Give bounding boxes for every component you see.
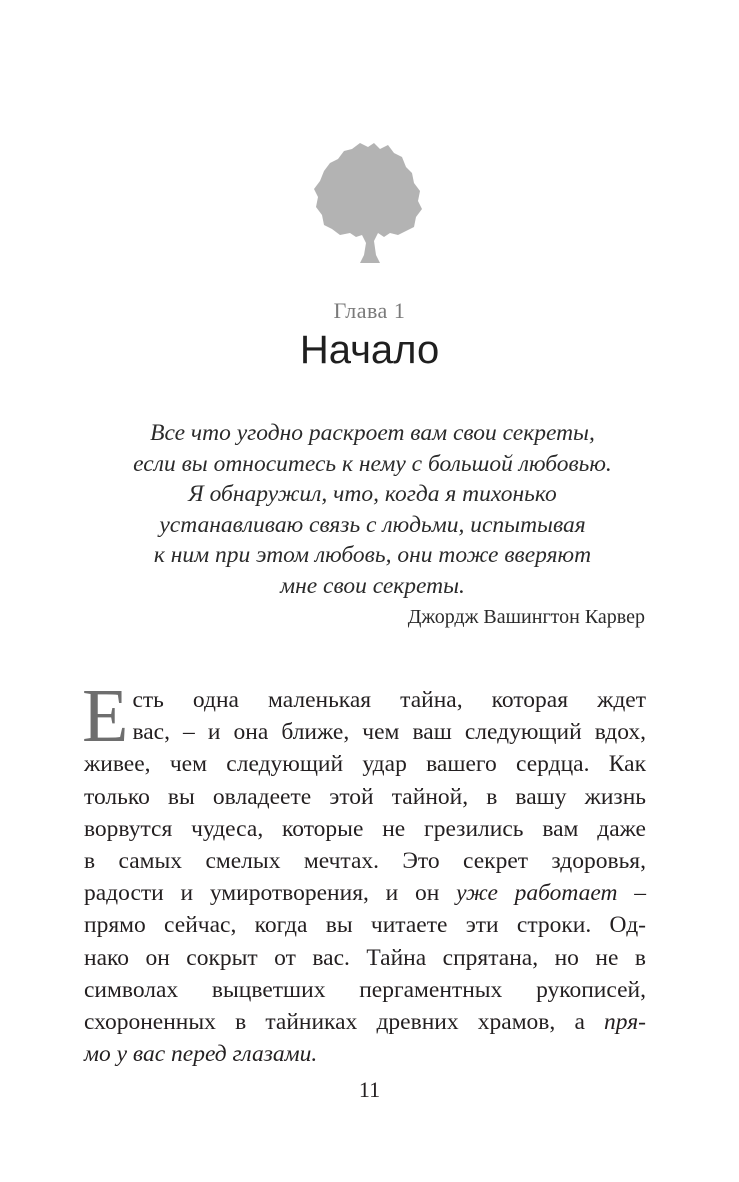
- epigraph-attribution: Джордж Вашингтон Карвер: [407, 606, 645, 628]
- epigraph-line: если вы относитесь к нему с большой любовью.: [133, 450, 612, 477]
- text-run: радости и умиротворения, и он: [84, 880, 457, 907]
- epigraph: [100, 418, 645, 601]
- emphasis: уже работает: [456, 880, 618, 907]
- body-line: живее, чем следующий удар вашего сердца. Как: [84, 751, 646, 778]
- body-line: сть одна маленькая тайна, которая ждет: [132, 687, 646, 713]
- chapter-label: Глава 1: [333, 298, 406, 323]
- body-text: [82, 674, 647, 1070]
- body-line: мо у вас перед глазами.: [84, 1041, 318, 1068]
- epigraph-line: мне свои секреты.: [280, 572, 465, 599]
- epigraph-line: к ним при этом любовь, они тоже вверяют: [153, 542, 592, 568]
- epigraph-line: Все что угодно раскроет вам свои секреты,: [150, 420, 595, 446]
- chapter-title: Начало: [299, 328, 440, 372]
- epigraph-line: Я обнаружил, что, когда я тихонько: [188, 481, 557, 507]
- body-line: вас, – и она ближе, чем ваш следующий вдох,: [132, 719, 646, 746]
- text-run: схороненных в тайниках древних храмов, а: [84, 1008, 605, 1035]
- body-line: ворвутся чудеса, которые не грезились вам даже: [84, 815, 646, 842]
- body-line: [84, 1006, 646, 1038]
- body-line: символах выцветших пергаментных рукописей,: [84, 976, 646, 1003]
- body-line: в самых смелых мечтах. Это секрет здоровья,: [84, 847, 646, 874]
- drop-cap: Е: [82, 674, 129, 758]
- body-line: [84, 877, 646, 909]
- page-number: 11: [358, 1077, 381, 1102]
- tree-icon: [310, 135, 430, 265]
- text-run: –: [617, 880, 647, 907]
- epigraph-line: устанавливаю связь с людьми, испытывая: [159, 511, 586, 538]
- body-line: только вы овладеете этой тайной, в вашу жизнь: [84, 783, 646, 810]
- body-line: прямо сейчас, когда вы читаете эти строки. Од-: [84, 912, 646, 939]
- body-line: нако он сокрыт от вас. Тайна спрятана, но не в: [84, 944, 646, 971]
- emphasis: пря-: [604, 1008, 646, 1035]
